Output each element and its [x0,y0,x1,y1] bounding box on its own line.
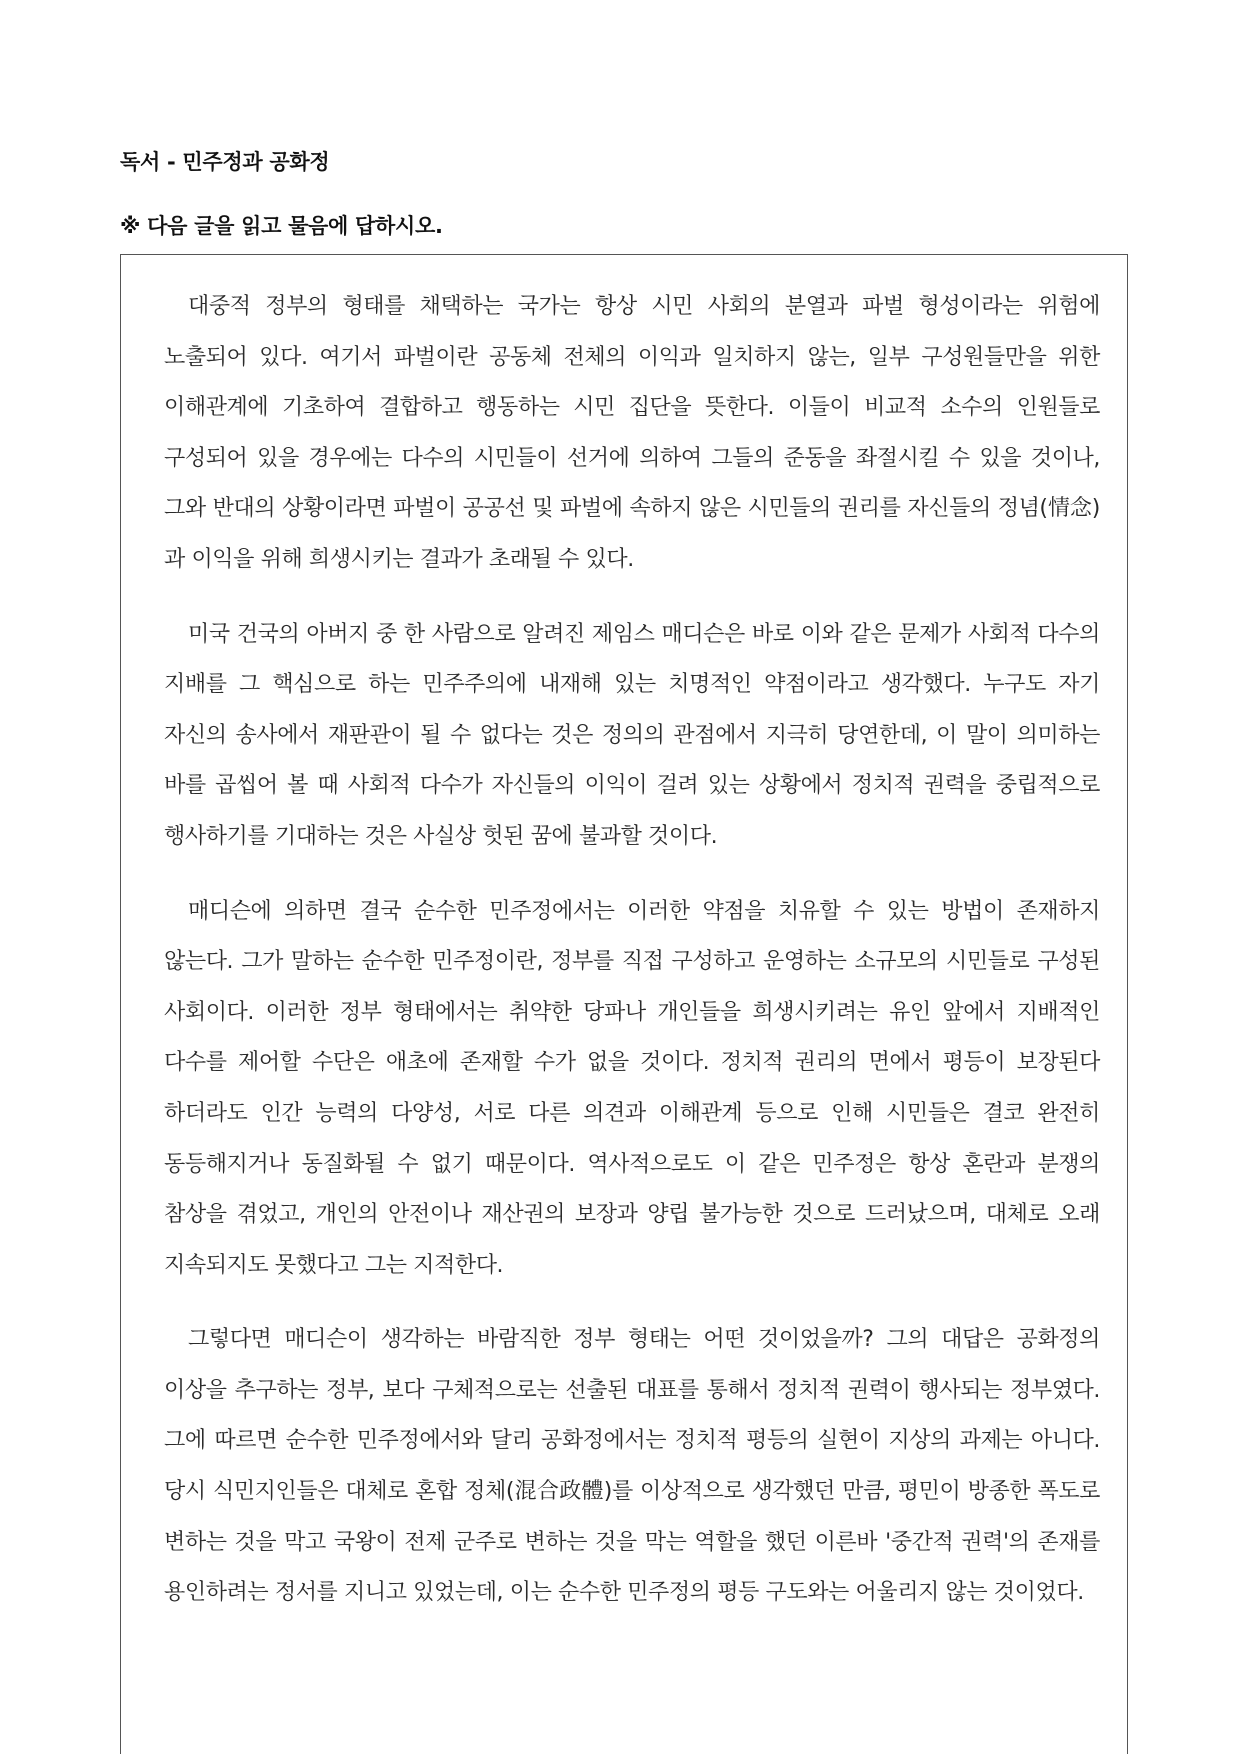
paragraph-1: 대중적 정부의 형태를 채택하는 국가는 항상 시민 사회의 분열과 파벌 형성이라는 위험에 노출되어 있다. 여기서 파벌이란 공동체 전체의 이익과 일치하지 않는, 일부 구성원들만을 위한 이해관계에 기초하여 결합하고 행동하는 시민 집단을 뜻한다. 이들이 비교적 소수의 인원들로 구성되어 있을 경우에는 다수의 시민들이 선거에 의하여 그들의 준동을 좌절시킬 수 있을 것이나, 그와 반대의 상황이라면 파벌이 공공선 및 파벌에 속하지 않은 시민들의 권리를 자신들의 정념(情念)과 이익을 위해 희생시키는 결과가 초래될 수 있다. [164,294,1100,572]
passage-text [164,282,1100,1643]
paragraph-3: 매디슨에 의하면 결국 순수한 민주정에서는 이러한 약점을 치유할 수 있는 방법이 존재하지 않는다. 그가 말하는 순수한 민주정이란, 정부를 직접 구성하고 운영하는 소규모의 시민들로 구성된 사회이다. 이러한 정부 형태에서는 취약한 당파나 개인들을 희생시키려는 유인 앞에서 지배적인 다수를 제어할 수단은 애초에 존재할 수가 없을 것이다. 정치적 권리의 면에서 평등이 보장된다 하더라도 인간 능력의 다양성, 서로 다른 의견과 이해관계 등으로 인해 시민들은 결코 완전히 동등해지거나 동질화될 수 없기 때문이다. 역사적으로도 이 같은 민주정은 항상 혼란과 분쟁의 참상을 겪었고, 개인의 안전이나 재산권의 보장과 양립 불가능한 것으로 드러났으며, 대체로 오래 지속되지도 못했다고 그는 지적한다. [164,898,1100,1278]
document-title: 독서 - 민주정과 공화정 [120,150,330,174]
paragraph-4: 그렇다면 매디슨이 생각하는 바람직한 정부 형태는 어떤 것이었을까? 그의 대답은 공화정의 이상을 추구하는 정부, 보다 구체적으로는 선출된 대표를 통해서 정치적 권력이 행사되는 정부였다. 그에 따르면 순수한 민주정에서와 달리 공화정에서는 정치적 평등의 실현이 지상의 과제는 아니다. 당시 식민지인들은 대체로 혼합 정체(混合政體)를 이상적으로 생각했던 만큼, 평민이 방종한 폭도로 변하는 것을 막고 국왕이 전제 군주로 변하는 것을 막는 역할을 했던 이른바 '중간적 권력'의 존재를 용인하려는 정서를 지니고 있었는데, 이는 순수한 민주정의 평등 구도와는 어울리지 않는 것이었다. [164,1327,1100,1606]
question-instruction: ※ 다음 글을 읽고 물음에 답하시오. [120,214,443,238]
paragraph-2: 미국 건국의 아버지 중 한 사람으로 알려진 제임스 매디슨은 바로 이와 같은 문제가 사회적 다수의 지배를 그 핵심으로 하는 민주주의에 내재해 있는 치명적인 약점이라고 생각했다. 누구도 자기 자신의 송사에서 재판관이 될 수 없다는 것은 정의의 관점에서 지극히 당연한데, 이 말이 의미하는 바를 곱씹어 볼 때 사회적 다수가 자신들의 이익이 걸려 있는 상황에서 정치적 권력을 중립적으로 행사하기를 기대하는 것은 사실상 헛된 꿈에 불과할 것이다. [164,621,1100,849]
